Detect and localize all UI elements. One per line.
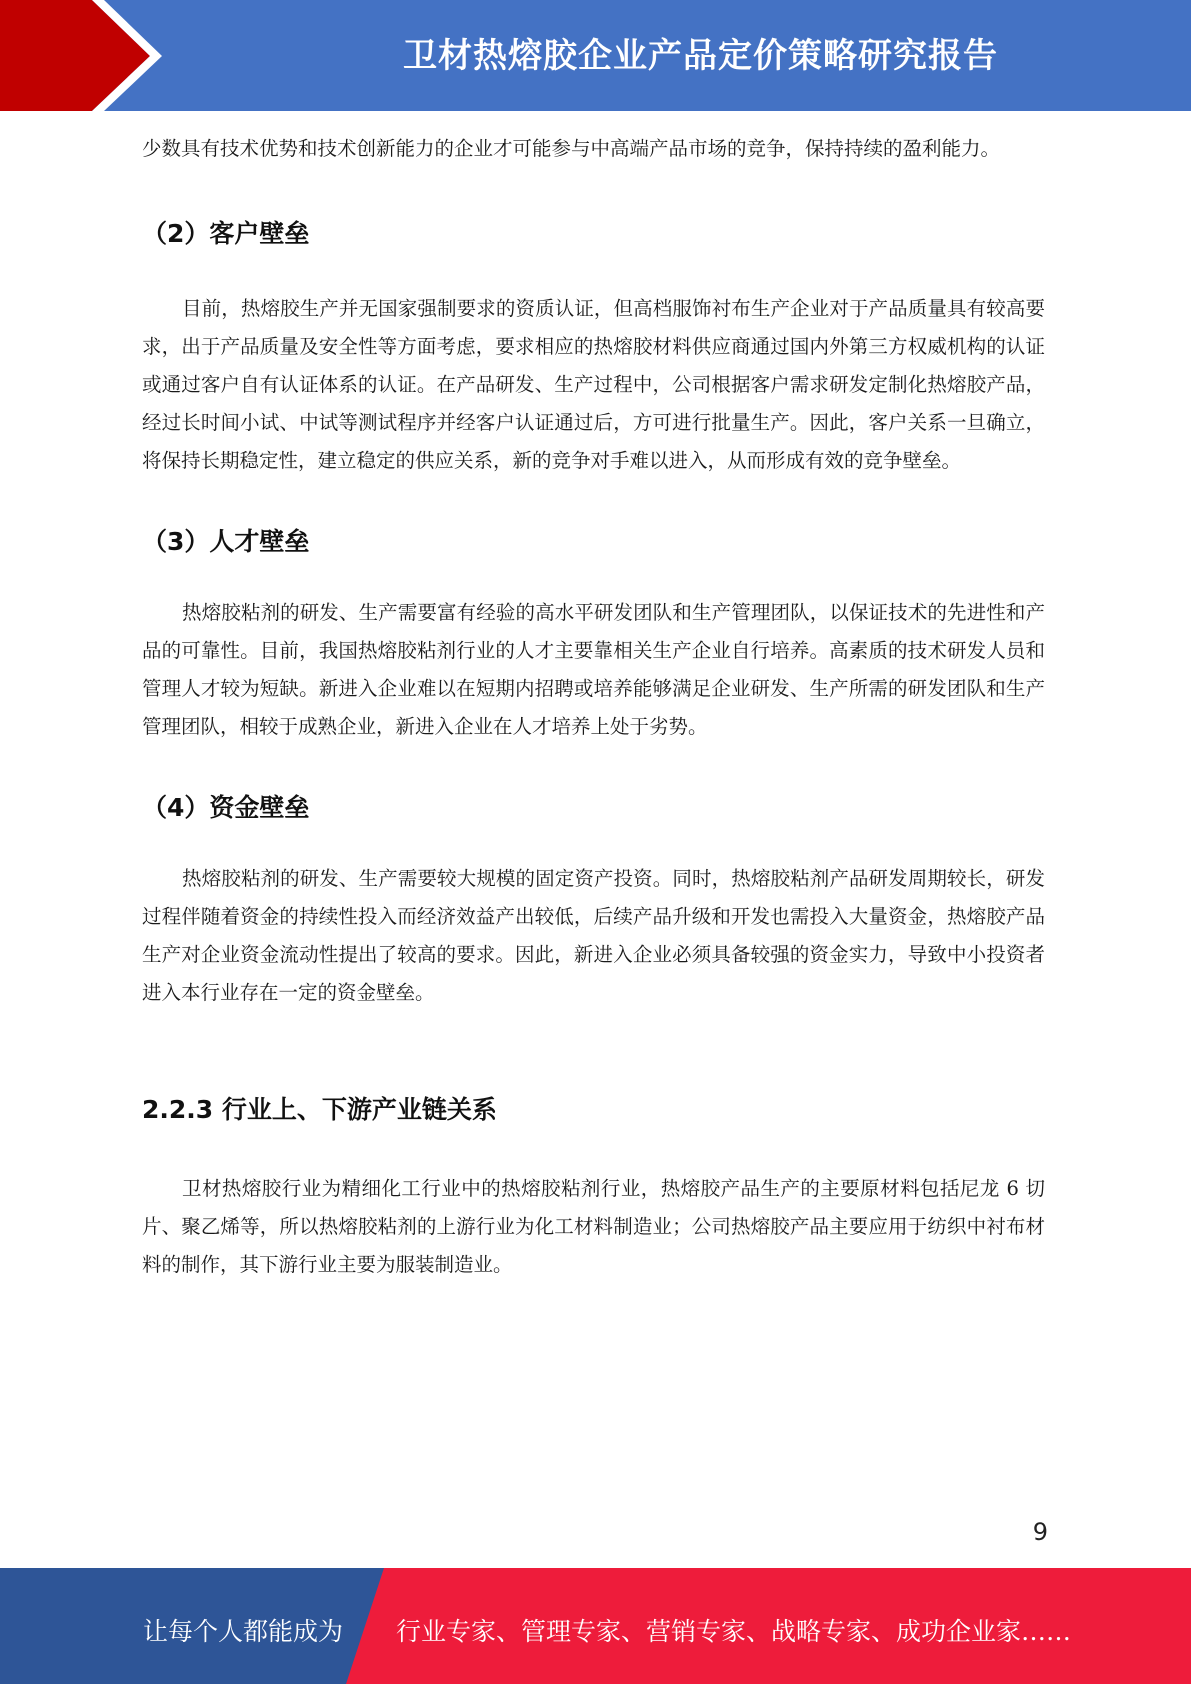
page-footer xyxy=(0,1568,1191,1684)
section-body-customer-barrier: 目前，热熔胶生产并无国家强制要求的资质认证，但高档服饰衬布生产企业对于产品质量具有较高要求，出于产品质量及安全性等方面考虑，要求相应的热熔胶材料供应商通过国内外第三方权威机构的认证或通过客户自有认证体系的认证。在产品研发、生产过程中，公司根据客户需求研发定制化热熔胶产品，经过长时间小试、中试等测试程序并经客户认证通过后，方可进行批量生产。因此，客户关系一旦确立，将保持长期稳定性，建立稳定的供应关系，新的竞争对手难以进入，从而形成有效的竞争壁垒。 xyxy=(142,297,1045,472)
section-heading-customer-barrier: （2）客户壁垒 xyxy=(142,219,310,248)
section-body-talent-barrier: 热熔胶粘剂的研发、生产需要富有经验的高水平研发团队和生产管理团队，以保证技术的先进性和产品的可靠性。目前，我国热熔胶粘剂行业的人才主要靠相关生产企业自行培养。高素质的技术研发人员和管理人才较为短缺。新进入企业难以在短期内招聘或培养能够满足企业研发、生产所需的研发团队和生产管理团队，相较于成熟企业，新进入企业在人才培养上处于劣势。 xyxy=(142,601,1045,738)
section-heading-capital-barrier: （4）资金壁垒 xyxy=(142,793,310,822)
section-body-capital-barrier: 热熔胶粘剂的研发、生产需要较大规模的固定资产投资。同时，热熔胶粘剂产品研发周期较长，研发过程伴随着资金的持续性投入而经济效益产出较低，后续产品升级和开发也需投入大量资金，热熔胶产品生产对企业资金流动性提出了较高的要求。因此，新进入企业必须具备较强的资金实力，导致中小投资者进入本行业存在一定的资金壁垒。 xyxy=(142,867,1045,1004)
section-heading-talent-barrier: （3）人才壁垒 xyxy=(142,527,310,556)
document-body xyxy=(142,130,1045,1284)
page-header xyxy=(0,0,1191,111)
continued-paragraph: 少数具有技术优势和技术创新能力的企业才可能参与中高端产品市场的竞争，保持持续的盈利能力。 xyxy=(142,137,1001,160)
report-title: 卫材热熔胶企业产品定价策略研究报告 xyxy=(403,36,998,76)
subsection-title: 2.2.3 行业上、下游产业链关系 xyxy=(142,1095,497,1124)
footer-slogan-right: 行业专家、管理专家、营销专家、战略专家、成功企业家…… xyxy=(396,1617,1072,1646)
footer-slogan-left: 让每个人都能成为 xyxy=(143,1617,344,1646)
page-number: 9 xyxy=(1032,1518,1048,1546)
subsection-body: 卫材热熔胶行业为精细化工行业中的热熔胶粘剂行业，热熔胶产品生产的主要原材料包括尼龙 6 切片、聚乙烯等，所以热熔胶粘剂的上游行业为化工材料制造业；公司热熔胶产品主要应用于纺织中衬布材料的制作，其下游行业主要为服装制造业。 xyxy=(142,1177,1045,1276)
